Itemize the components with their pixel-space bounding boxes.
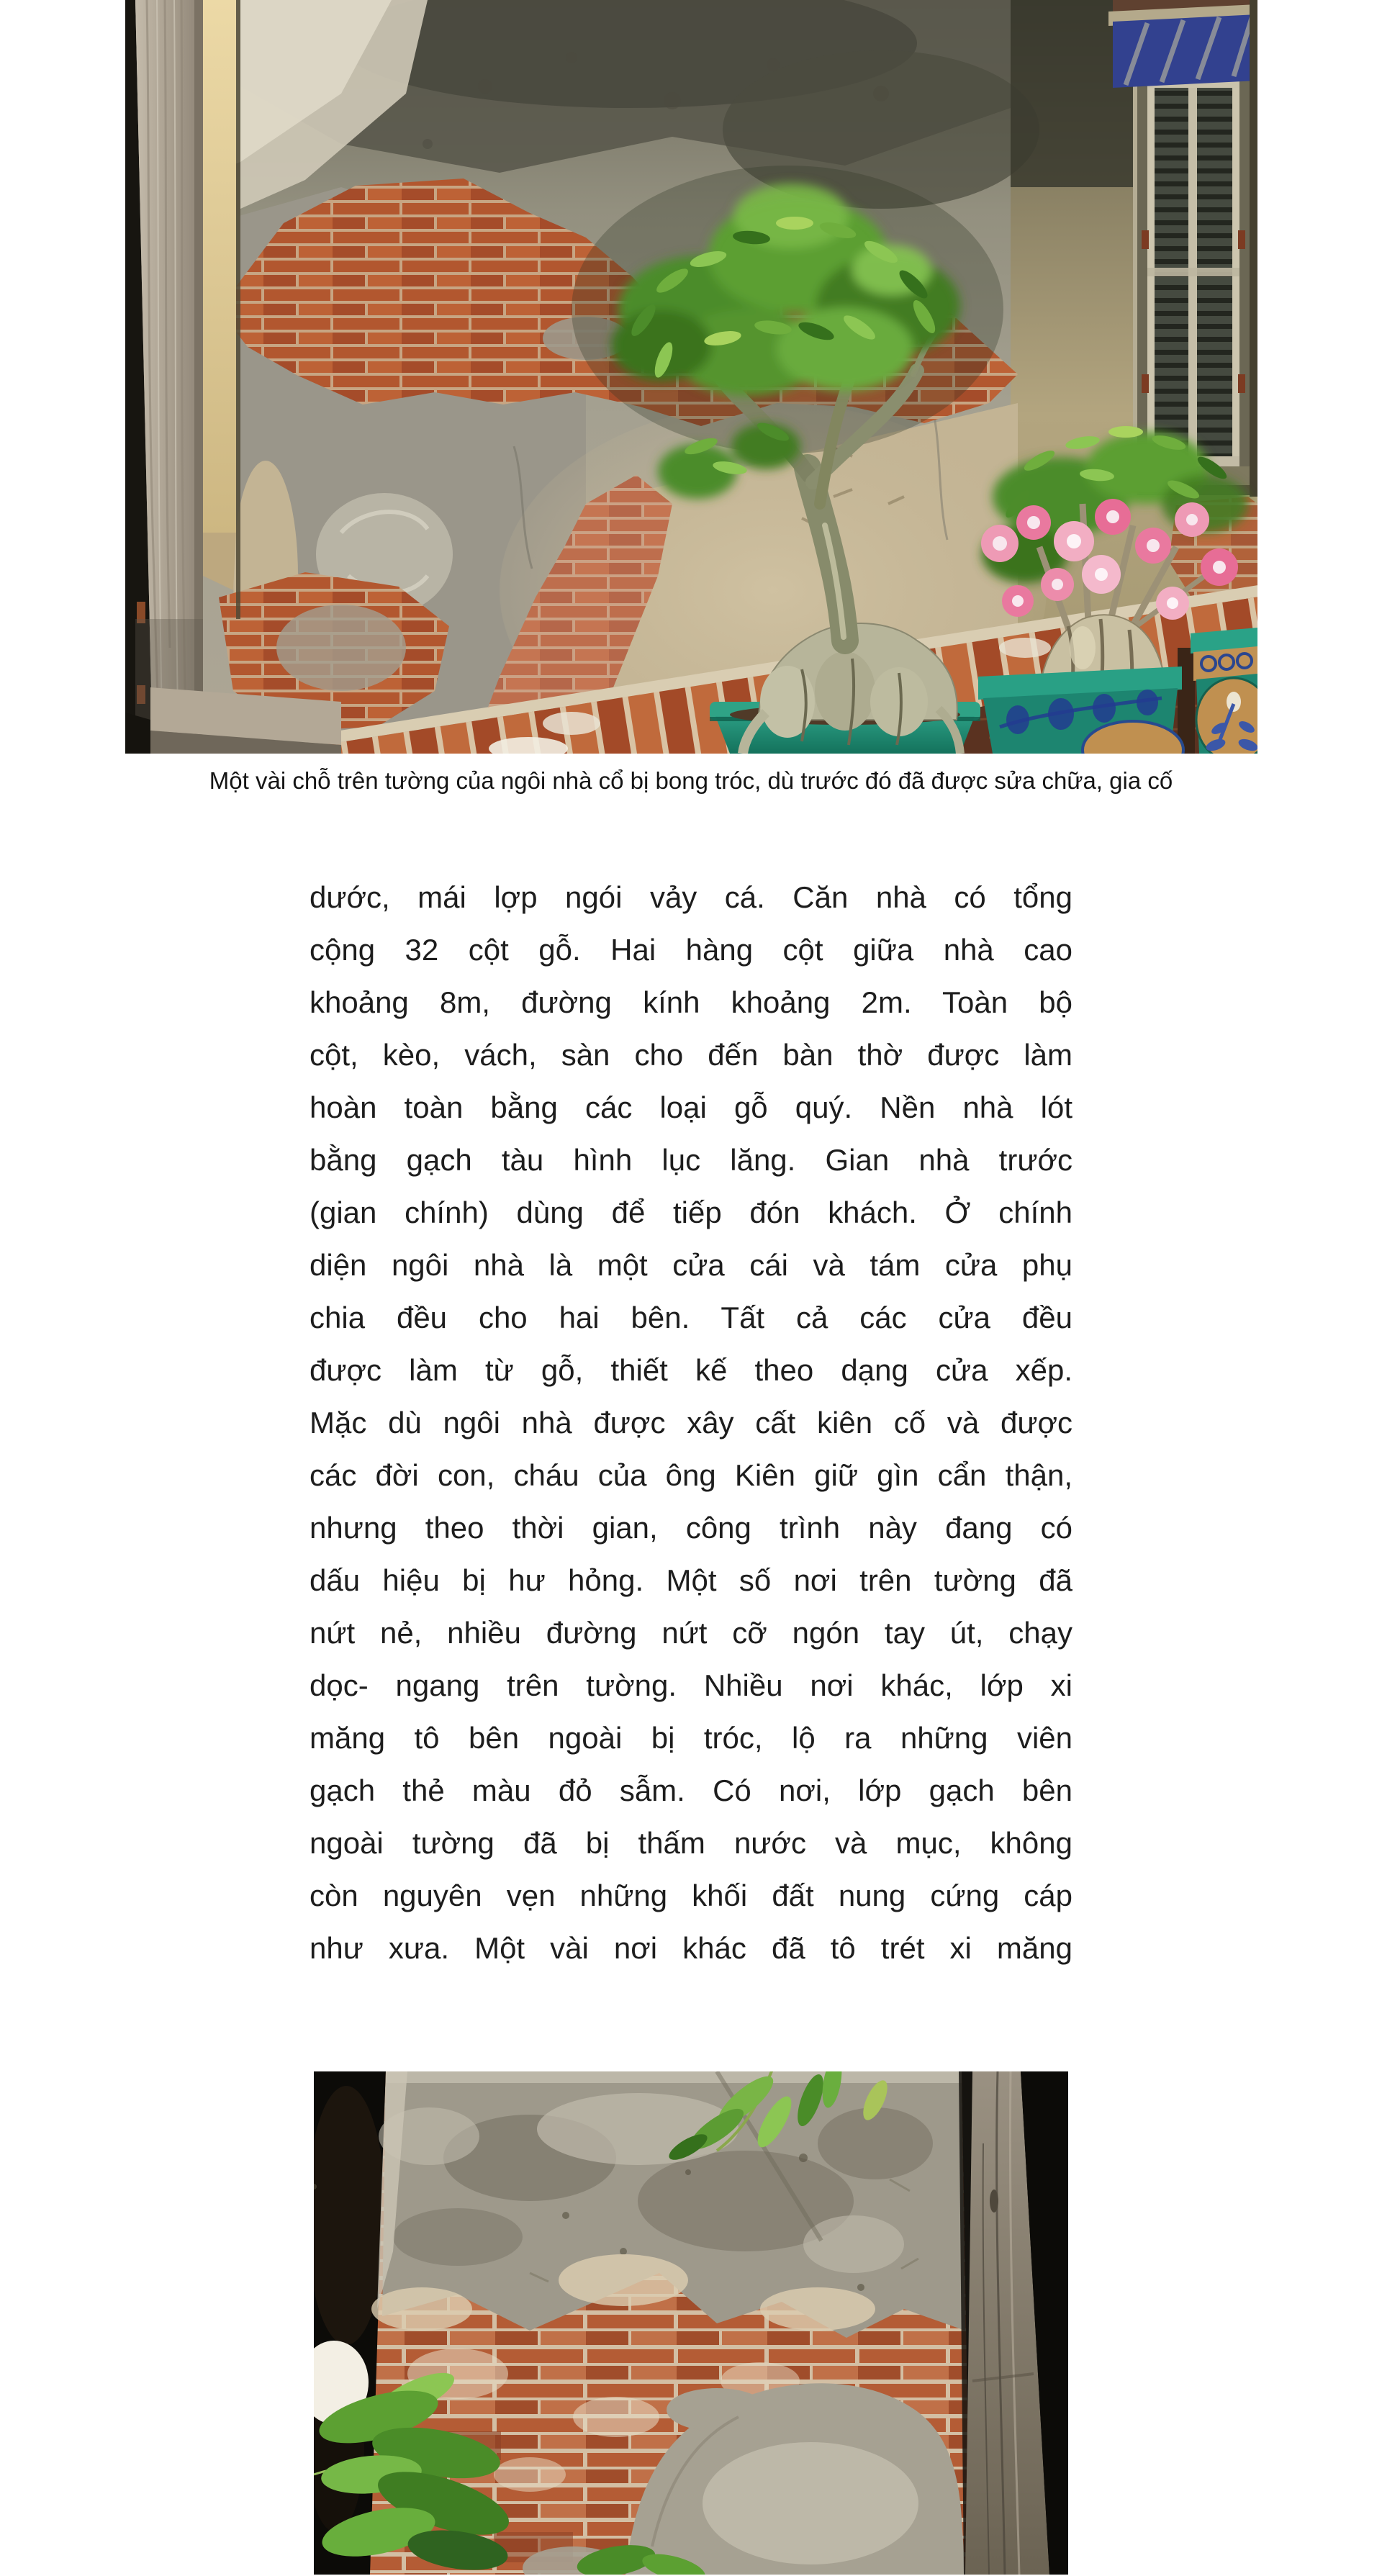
- brick-pillar-photo[interactable]: [314, 2071, 1068, 2575]
- body-text-line: được làm từ gỗ, thiết kế theo dạng cửa xếp.: [310, 1353, 1072, 1387]
- old-wall-photo[interactable]: [125, 0, 1257, 754]
- body-text-line: cột, kèo, vách, sàn cho đến bàn thờ được làm: [310, 1038, 1072, 1072]
- body-text-line: bằng gạch tàu hình lục lăng. Gian nhà trước: [310, 1143, 1072, 1177]
- body-text-line: như xưa. Một vài nơi khác đã tô trét xi măng: [310, 1931, 1072, 1965]
- body-text-line: hoàn toàn bằng các loại gỗ quý. Nền nhà lót: [310, 1090, 1072, 1124]
- body-text-line: dấu hiệu bị hư hỏng. Một số nơi trên tường đã: [310, 1563, 1072, 1597]
- body-text-line: măng tô bên ngoài bị tróc, lộ ra những viên: [310, 1721, 1072, 1755]
- body-text-line: dọc- ngang trên tường. Nhiều nơi khác, lớp xi: [310, 1668, 1072, 1702]
- wooden-post-right: [959, 2071, 1068, 2575]
- body-text-line: nhưng theo thời gian, công trình này đang có: [310, 1511, 1072, 1545]
- old-wall-photo-art: [125, 0, 1257, 754]
- body-text-line: ngoài tường đã bị thấm nước và mục, không: [310, 1826, 1072, 1860]
- article-body: [310, 871, 1072, 1974]
- brick-pillar-photo-art: [314, 2071, 1068, 2575]
- body-text-line: dước, mái lợp ngói vảy cá. Căn nhà có tổng: [310, 880, 1072, 914]
- body-text-line: còn nguyên vẹn những khối đất nung cứng cáp: [310, 1879, 1072, 1912]
- body-text-line: các đời con, cháu của ông Kiên giữ gìn cẩn thận,: [310, 1458, 1072, 1492]
- figure-top-caption: Một vài chỗ trên tường của ngôi nhà cổ bị bong tróc, dù trước đó đã được sửa chữa, gia cố: [209, 767, 1173, 794]
- body-text-line: diện ngôi nhà là một cửa cái và tám cửa phụ: [310, 1248, 1072, 1282]
- body-text-line: nứt nẻ, nhiều đường nứt cỡ ngón tay út, chạy: [310, 1616, 1072, 1650]
- body-text-line: (gian chính) dùng để tiếp đón khách. Ở chính: [310, 1196, 1072, 1229]
- body-text-line: Mặc dù ngôi nhà được xây cất kiên cố và được: [310, 1406, 1072, 1440]
- body-text-line: cộng 32 cột gỗ. Hai hàng cột giữa nhà cao: [310, 933, 1072, 967]
- figure-bottom: [314, 2071, 1068, 2575]
- body-text-line: gạch thẻ màu đỏ sẫm. Có nơi, lớp gạch bên: [310, 1773, 1072, 1807]
- body-text-line: chia đều cho hai bên. Tất cả các cửa đều: [310, 1301, 1072, 1334]
- body-text-line: khoảng 8m, đường kính khoảng 2m. Toàn bộ: [310, 985, 1072, 1019]
- figure-top: [125, 0, 1257, 797]
